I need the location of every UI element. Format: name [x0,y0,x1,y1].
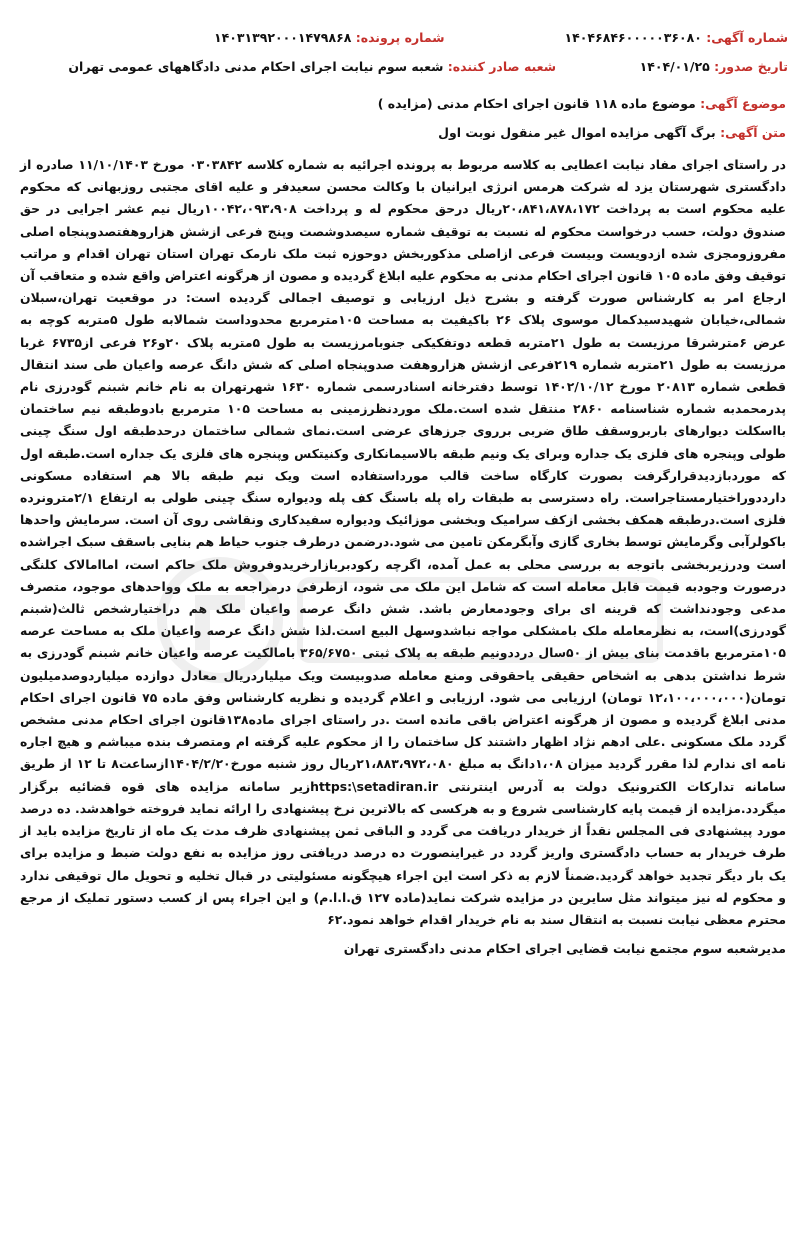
notice-text-label: متن آگهی: [720,125,786,140]
issuer-label: شعبه صادر کننده: [447,59,556,74]
subject-value: موضوع ماده ۱۱۸ قانون اجرای احکام مدنی (مزایده ) [377,96,696,111]
issuer [68,59,556,74]
issue-date-label: تاریخ صدور: [714,59,788,74]
case-number-label: شماره پرونده: [355,30,445,45]
header-row-date-issuer [14,59,792,74]
issue-date-value: ۱۴۰۴/۰۱/۲۵ [639,59,710,74]
notice-text-field [14,125,786,140]
header-row-numbers [14,30,792,45]
notice-number [565,30,788,45]
notice-number-value: ۱۴۰۴۶۸۴۶۰۰۰۰۰۳۶۰۸۰ [564,30,702,45]
issuer-value: شعبه سوم نیابت اجرای احکام مدنی دادگاههای عمومی تهران [68,59,444,74]
subject-label: موضوع آگهی: [700,96,786,111]
notice-text-value: برگ آگهی مزایده اموال غیر منقول نوبت اول [438,125,716,140]
notice-number-label: شماره آگهی: [706,30,788,45]
signature: مدیرشعبه سوم مجتمع نیابت قضایی اجرای احکام مدنی دادگستری تهران [343,941,786,957]
case-number [214,30,445,45]
case-number-value: ۱۴۰۳۱۳۹۲۰۰۰۱۴۷۹۸۶۸ [214,30,352,45]
issue-date [556,59,792,74]
subject-field [14,96,786,111]
notice-body: در راستای اجرای مفاد نیابت اعطایی به کلاسه مربوط به پرونده اجرائیه به شماره کلاسه ۰۳۰۳۸۴۲ مورخ ۱۱/۱۰/۱۴۰۳ صادره از دادگستری شهرستان یزد له شرکت هرمس انرژی ایرانیان با وکالت محسن سعیدفر و علیه اقای مجتبی روزبهانی که محکوم علیه محکوم است به پرداخت ۲۰،۸۴۱،۸۷۸،۱۷۲ریال درحق محکوم له و پرداخت ۱۰۰۴۲،۰۹۳،۹۰۸ریال نیم عشر اجرایی در حق صندوق دولت، حسب درخواست محکوم له نسبت به توقیف شماره سیصدوشصت وپنج فرعی ازشش هزاروهفتصدوپنجاه اصلی مفروزومجزی شده ازدویست وبیست فرعی ازاصلی مذکوربخش دوحوزه ثبت ملک نارمک تهران استان تهران اقدام و مراتب توقیف وفق ماده ۱۰۵ قانون اجرای احکام مدنی به محکوم علیه ابلاغ گردیده و مصون از هرگونه اعتراض واقع شده و متعاقب آن ارجاع امر به کارشناس صورت گرفته و بشرح ذیل ارزیابی و توصیف اجمالی گردیده است: در موقعیت تهران،سبلان شمالی،خیابان شهیدسیدکمال موسوی پلاک ۲۶ باکیفیت به مساحت ۱۰۵مترمربع محدوداست شمالابه طول ۵متربه کوچه به عرض ۶مترشرقا مرزیست به طول ۲۱متربه قطعه دوتفکیکی جنوبامرزیست به طول ۵متربه پلاک ۲۰و۲۶ فرعی از۶۷۳۵ غربا مرزیست به طول ۲۱متربه شماره ۲۱۹فرعی ازشش هزاروهفت صدوپنجاه اصلی که شش دانگ عرصه واعیان طی سند انتقال قطعی شماره ۲۰۸۱۳ مورخ ۱۴۰۲/۱۰/۱۲ توسط دفترخانه اسنادرسمی شماره ۱۶۳۰ شهرتهران به نام خانم شبنم گودرزی نام پدرمحمدبه شماره شناسنامه ۲۸۶۰ منتقل شده است.ملک موردنظرزمینی به مساحت ۱۰۵ مترمربع بادوطبقه نیم ساختمان بااسکلت دیوارهای باربروسقف طاق ضربی برروی جرزهای عرضی است.نمای شمالی ساختمان درحدطبقه اول سنگ چینی طولی وپنجره های فلزی یک جداره وبرای یک ونیم طبقه بالاسیمانکاری وکنیتکس وپنجره های فلزی یک جداره است.طبقه اول که موردبازدیدقرارگرفت بصورت کارگاه ساخت قالب مورداستفاده است ویک نیم طبقه بالا هم استفاده مسکونی دارددوراختیارمستاجراست. راه دسترسی به طبقات راه پله باسنگ کف پله ودیواره سنگ چینی طولی به ارتفاع ۲/۱مترونرده فلزی است.درطبقه همکف بخشی ازکف سرامیک وبخشی موزائیک ودیواره سفیدکاری ونقاشی روی آن است. سرمایش واحدها باکولرآبی وگرمایش توسط بخاری گازی وآبگرمکن تامین می شود.درضمن درطرف جنوب حیاط هم بنایی باسقف سبک اجراشده است ودرزیربخشی باتوجه به بررسی محلی به عمل آمده، اگرچه رکودبربازارخریدوفروش ملک حاکم است، اماامالاک کلنگی درصورت وجودبه قیمت قابل معامله است که شامل این ملک می شود، ازطرفی درمراجعه به ملک وواحدهای موجود، متصرف مدعی وجودنداشت که قرینه ای برای وجودمعارض باشد. شش دانگ عرصه واعیان ملک هم دراختیارشخص ثالث(شبنم گودرزی)است، به نظرمعامله ملک بامشکلی مواجه نباشدوسهل البیع است.لذا شش دانگ عرصه واعیان ملک به مساحت عرصه ۱۰۵مترمربع باقدمت بنای بیش از ۵۰سال درددونیم طبقه به پلاک ثبتی ۳۶۵/۶۷۵۰ بامالکیت عرصه واعیان خانم شبنم گودرزی به شرط نداشتن بدهی به اشخاص حقیقی یاحقوقی ومنع معامله صدوبیست ویک میلیاردریال معادل دوازده میلیاردوصدمیلیون تومان(۱۲،۱۰۰،۰۰۰،۰۰۰ تومان) ارزیابی می شود. ارزیابی و اعلام گردیده و نظریه کارشناس وفق ماده ۷۵ قانون اجرای احکام مدنی ابلاغ گردیده و مصون از هرگونه اعتراض باقی مانده است .در راستای اجرای ماده۱۳۸قانون اجرای احکام مدنی مشخص گردد ملک مسکونی .علی ادهم نژاد اظهار داشتند کل ساختمان را از محکوم علیه گرفته ام ومتصرف بنده میباشم و هیچ اجاره نامه ای ندارم لذا مقرر گردید میزان ۱،۰۸دانگ به مبلغ ۲۱،۸۸۳،۹۷۲،۰۸۰ریال روز شنبه مورخ۱۴۰۴/۲/۲۰ازساعت۸ تا ۱۲ از طریق سامانه تدارکات الکترونیک دولت به آدرس اینترنتی https:\setadiran.irزیر سامانه مزایده های قوه قضائیه برگزار میگردد.مزایده از قیمت پایه کارشناسی شروع و به هرکسی که بالاترین نرخ پیشنهادی را ارائه نماید فروخته خواهدشد. ده درصد مورد پیشنهادی فی المجلس نقداً از خریدار دریافت می گردد و الباقی ثمن پیشنهادی ظرف مدت یک ماه از تاریخ مزایده باید از طرف خریدار به حساب دادگستری واریز گردد در غیراینصورت ده درصد دریافتی روز مزایده به نفع دولت ضبط و مزایده برای یک بار دیگر تجدید خواهد گردید.ضمناً لازم به ذکر است این اجراء هیچگونه مسئولیتی در قبال تخلیه و تحویل مال توقیفی ندارد و محکوم له نیز میتواند مثل سایرین در مزایده شرکت نماید(ماده ۱۲۷ ق.ا.ا.م) و این اجراء پس از کسب دستور تملیک از مرجع محترم معظی نیابت نسبت به انتقال سند به نام خریدار اقدام خواهد نمود.۶۲ [20,157,787,927]
